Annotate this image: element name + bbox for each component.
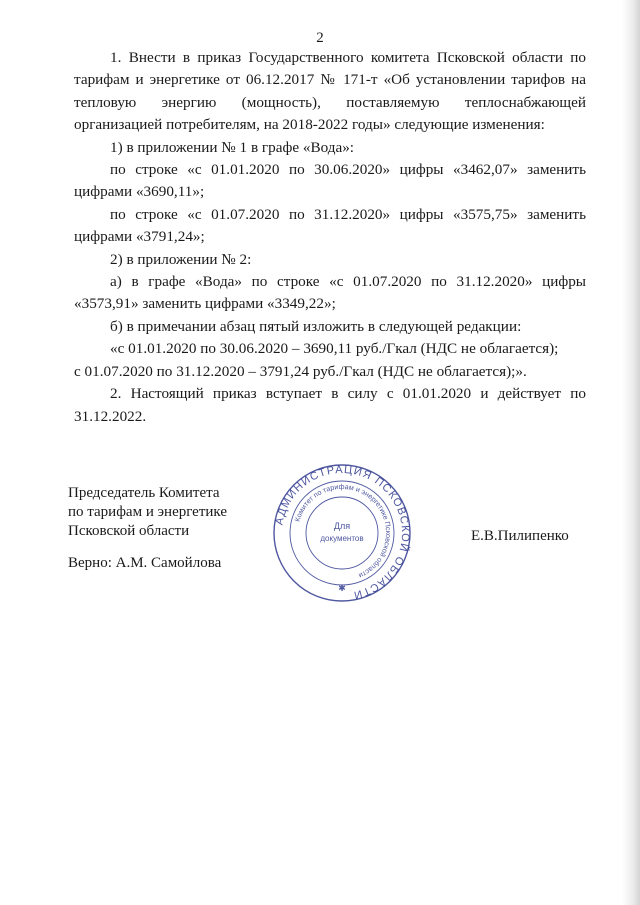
paragraph-appendix-2: 2) в приложении № 2: [110, 250, 252, 268]
stamp-star-icon: ✱ [338, 584, 346, 594]
paragraph-quote [74, 338, 586, 383]
quote-line-1: «с 01.01.2020 по 30.06.2020 – 3690,11 руб./Гкал (НДС не облагается); [110, 340, 559, 358]
stamp-inner-text: Комитет по тарифам и энергетике Псковской области [292, 481, 394, 581]
signatory-title [68, 484, 227, 541]
stamp-center-line-1: Для [333, 521, 351, 531]
paragraph-row-2: по строке «с 01.07.2020 по 31.12.2020» цифры «3575,75» заменить цифрами «3791,24»; [74, 205, 586, 246]
page-number: 2 [316, 30, 324, 46]
signatory-name: Е.В.Пилипенко [471, 528, 569, 544]
signatory-title-line-3: Псковской области [68, 523, 190, 539]
document-body [74, 47, 586, 428]
signatory-title-line-2: по тарифам и энергетике [68, 504, 227, 520]
paragraph-1: 1. Внести в приказ Государственного комитета Псковской области по тарифам и энергетике от 06.12.2017 № 171-т «Об установлении тарифов на тепловую энергию (мощность), поставляемую теплоснабжающей организацией потребителям, на 2018-2022 годы» следующие изменения: [74, 49, 586, 134]
paragraph-a: а) в графе «Вода» по строке «с 01.07.2020 по 31.12.2020» цифры «3573,91» заменить цифрами «3349,22»; [74, 273, 586, 313]
page-edge-shadow [622, 0, 640, 905]
official-stamp [272, 463, 412, 603]
stamp-outer-text: АДМИНИСТРАЦИЯ ПСКОВСКОЙ ОБЛАСТИ [273, 463, 412, 602]
paragraph-b: б) в примечании абзац пятый изложить в следующей редакции: [110, 317, 522, 335]
paragraph-2: 2. Настоящий приказ вступает в силу с 01.01.2020 и действует по 31.12.2022. [74, 385, 586, 425]
quote-line-2: с 01.07.2020 по 31.12.2020 – 3791,24 руб./Гкал (НДС не облагается);». [74, 362, 527, 380]
signatory-title-line-1: Председатель Комитета [68, 485, 220, 501]
paragraph-row-1: по строке «с 01.01.2020 по 30.06.2020» цифры «3462,07» заменить цифрами «3690,11»; [74, 161, 586, 201]
verno-line: Верно: А.М. Самойлова [68, 555, 222, 571]
stamp-center-line-2: документов [320, 534, 364, 543]
paragraph-appendix-1: 1) в приложении № 1 в графе «Вода»: [110, 138, 355, 156]
